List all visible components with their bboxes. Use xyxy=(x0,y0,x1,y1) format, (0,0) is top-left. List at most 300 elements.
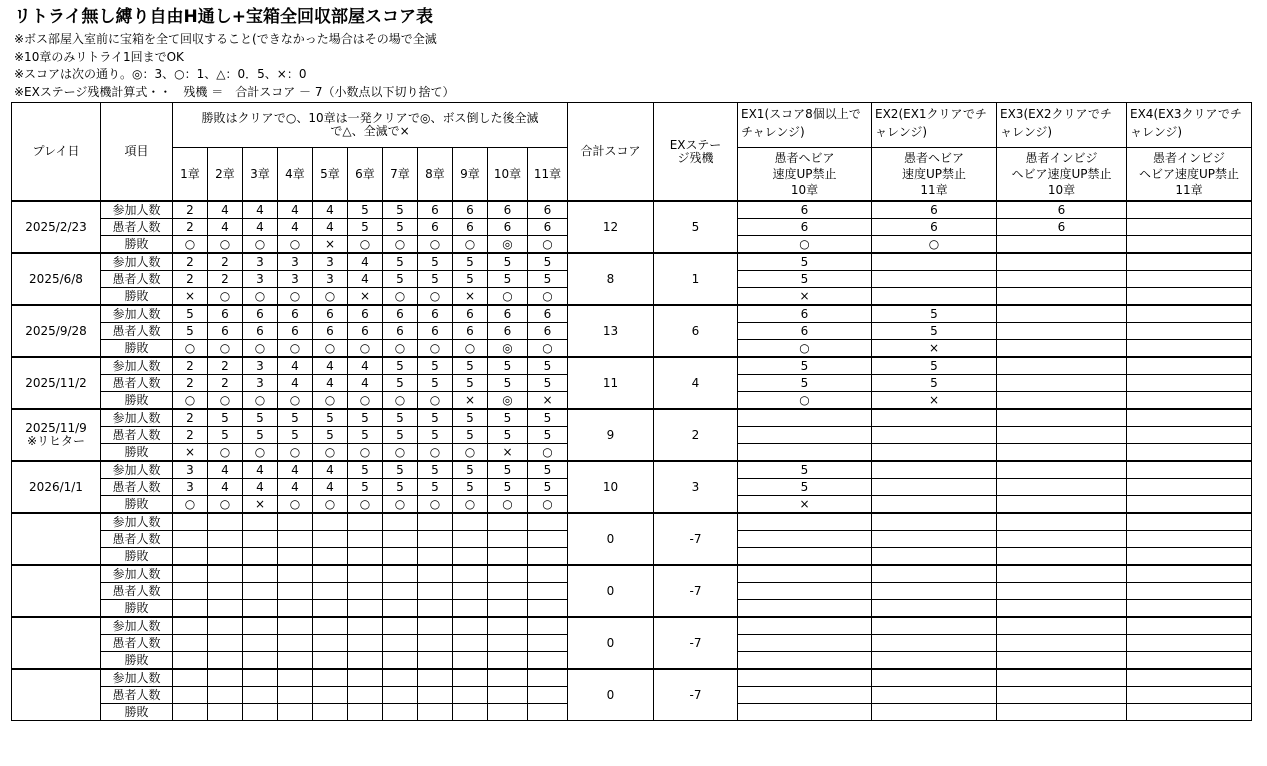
participants-cell[interactable]: 3 xyxy=(243,253,278,271)
ex1-cell[interactable]: ○ xyxy=(738,392,872,410)
fools-cell[interactable] xyxy=(453,635,488,652)
result-cell[interactable]: ○ xyxy=(278,236,313,254)
participants-cell[interactable]: 6 xyxy=(278,305,313,323)
participants-cell[interactable]: 5 xyxy=(348,461,383,479)
ex1-cell[interactable]: × xyxy=(738,288,872,306)
fools-cell[interactable]: 2 xyxy=(173,427,208,444)
ex4-cell[interactable] xyxy=(1127,704,1252,721)
fools-cell[interactable] xyxy=(348,687,383,704)
result-cell[interactable]: ○ xyxy=(418,288,453,306)
ex1-cell[interactable] xyxy=(738,583,872,600)
ex2-cell[interactable] xyxy=(872,461,997,479)
result-cell[interactable] xyxy=(243,600,278,618)
ex1-cell[interactable] xyxy=(738,427,872,444)
ex-lives-cell[interactable]: 4 xyxy=(654,357,738,409)
participants-cell[interactable]: 6 xyxy=(348,305,383,323)
result-cell[interactable]: ○ xyxy=(278,392,313,410)
fools-cell[interactable]: 5 xyxy=(383,375,418,392)
result-cell[interactable]: ○ xyxy=(528,496,568,514)
fools-cell[interactable]: 2 xyxy=(208,375,243,392)
ex3-cell[interactable] xyxy=(997,617,1127,635)
fools-cell[interactable] xyxy=(528,531,568,548)
ex3-cell[interactable] xyxy=(997,236,1127,254)
fools-cell[interactable] xyxy=(208,635,243,652)
ex4-cell[interactable] xyxy=(1127,652,1252,670)
fools-cell[interactable] xyxy=(348,583,383,600)
ex2-cell[interactable] xyxy=(872,479,997,496)
ex3-cell[interactable] xyxy=(997,375,1127,392)
result-cell[interactable]: ○ xyxy=(488,288,528,306)
ex-lives-cell[interactable]: 3 xyxy=(654,461,738,513)
result-cell[interactable]: ○ xyxy=(243,236,278,254)
ex4-cell[interactable] xyxy=(1127,565,1252,583)
participants-cell[interactable]: 2 xyxy=(208,357,243,375)
result-cell[interactable] xyxy=(313,548,348,566)
ex1-cell[interactable]: 6 xyxy=(738,323,872,340)
result-cell[interactable]: × xyxy=(173,444,208,462)
fools-cell[interactable] xyxy=(243,687,278,704)
result-cell[interactable]: ○ xyxy=(528,236,568,254)
ex4-cell[interactable] xyxy=(1127,271,1252,288)
total-score-cell[interactable]: 0 xyxy=(568,565,654,617)
ex2-cell[interactable] xyxy=(872,513,997,531)
fools-cell[interactable] xyxy=(278,635,313,652)
ex4-cell[interactable] xyxy=(1127,513,1252,531)
fools-cell[interactable]: 5 xyxy=(348,219,383,236)
ex1-cell[interactable] xyxy=(738,617,872,635)
result-cell[interactable] xyxy=(278,548,313,566)
play-date-cell[interactable] xyxy=(12,357,101,409)
ex3-cell[interactable] xyxy=(997,635,1127,652)
participants-cell[interactable] xyxy=(278,513,313,531)
result-cell[interactable]: ○ xyxy=(528,288,568,306)
fools-cell[interactable]: 5 xyxy=(528,271,568,288)
result-cell[interactable]: ○ xyxy=(383,340,418,358)
fools-cell[interactable]: 5 xyxy=(453,271,488,288)
ex3-cell[interactable] xyxy=(997,271,1127,288)
participants-cell[interactable]: 6 xyxy=(383,305,418,323)
result-cell[interactable]: × xyxy=(453,288,488,306)
ex1-cell[interactable] xyxy=(738,669,872,687)
play-date-cell[interactable] xyxy=(12,513,101,565)
result-cell[interactable]: × xyxy=(173,288,208,306)
result-cell[interactable]: ○ xyxy=(453,340,488,358)
result-cell[interactable]: ○ xyxy=(243,288,278,306)
ex3-cell[interactable] xyxy=(997,357,1127,375)
result-cell[interactable] xyxy=(173,652,208,670)
result-cell[interactable] xyxy=(383,652,418,670)
participants-cell[interactable]: 4 xyxy=(313,357,348,375)
result-cell[interactable]: ○ xyxy=(313,444,348,462)
result-cell[interactable] xyxy=(173,704,208,721)
result-cell[interactable]: ○ xyxy=(208,288,243,306)
result-cell[interactable] xyxy=(418,548,453,566)
participants-cell[interactable] xyxy=(528,617,568,635)
result-cell[interactable]: ○ xyxy=(383,444,418,462)
ex3-cell[interactable] xyxy=(997,548,1127,566)
participants-cell[interactable] xyxy=(383,617,418,635)
result-cell[interactable]: ○ xyxy=(383,236,418,254)
participants-cell[interactable]: 5 xyxy=(418,409,453,427)
participants-cell[interactable]: 4 xyxy=(208,461,243,479)
ex2-cell[interactable]: 5 xyxy=(872,357,997,375)
result-cell[interactable] xyxy=(278,600,313,618)
ex2-cell[interactable]: 6 xyxy=(872,201,997,219)
fools-cell[interactable]: 4 xyxy=(208,219,243,236)
play-date-cell[interactable] xyxy=(12,305,101,357)
result-cell[interactable]: ○ xyxy=(313,288,348,306)
result-cell[interactable] xyxy=(488,600,528,618)
fools-cell[interactable] xyxy=(528,687,568,704)
result-cell[interactable] xyxy=(313,600,348,618)
participants-cell[interactable]: 5 xyxy=(488,461,528,479)
ex-lives-cell[interactable]: -7 xyxy=(654,565,738,617)
ex2-cell[interactable] xyxy=(872,687,997,704)
fools-cell[interactable]: 5 xyxy=(313,427,348,444)
participants-cell[interactable]: 5 xyxy=(383,253,418,271)
result-cell[interactable] xyxy=(278,704,313,721)
fools-cell[interactable] xyxy=(488,583,528,600)
result-cell[interactable]: ○ xyxy=(173,496,208,514)
fools-cell[interactable] xyxy=(278,583,313,600)
ex2-cell[interactable] xyxy=(872,427,997,444)
ex4-cell[interactable] xyxy=(1127,531,1252,548)
ex3-cell[interactable] xyxy=(997,409,1127,427)
ex2-cell[interactable]: × xyxy=(872,392,997,410)
ex4-cell[interactable] xyxy=(1127,444,1252,462)
fools-cell[interactable] xyxy=(243,583,278,600)
participants-cell[interactable] xyxy=(313,669,348,687)
fools-cell[interactable]: 6 xyxy=(418,323,453,340)
fools-cell[interactable]: 2 xyxy=(208,271,243,288)
result-cell[interactable]: ○ xyxy=(418,392,453,410)
result-cell[interactable] xyxy=(348,652,383,670)
ex3-cell[interactable] xyxy=(997,513,1127,531)
ex3-cell[interactable] xyxy=(997,323,1127,340)
ex4-cell[interactable] xyxy=(1127,253,1252,271)
fools-cell[interactable]: 5 xyxy=(418,479,453,496)
total-score-cell[interactable]: 0 xyxy=(568,669,654,721)
participants-cell[interactable]: 4 xyxy=(208,201,243,219)
fools-cell[interactable]: 5 xyxy=(418,375,453,392)
participants-cell[interactable] xyxy=(313,565,348,583)
result-cell[interactable] xyxy=(278,652,313,670)
ex4-cell[interactable] xyxy=(1127,236,1252,254)
total-score-cell[interactable]: 10 xyxy=(568,461,654,513)
result-cell[interactable]: × xyxy=(313,236,348,254)
participants-cell[interactable]: 2 xyxy=(173,357,208,375)
fools-cell[interactable]: 3 xyxy=(278,271,313,288)
ex1-cell[interactable]: 6 xyxy=(738,201,872,219)
fools-cell[interactable] xyxy=(208,531,243,548)
participants-cell[interactable] xyxy=(488,565,528,583)
total-score-cell[interactable]: 0 xyxy=(568,513,654,565)
result-cell[interactable] xyxy=(208,652,243,670)
participants-cell[interactable]: 5 xyxy=(173,305,208,323)
ex3-cell[interactable] xyxy=(997,600,1127,618)
result-cell[interactable]: ○ xyxy=(243,340,278,358)
ex3-cell[interactable] xyxy=(997,531,1127,548)
result-cell[interactable] xyxy=(208,600,243,618)
fools-cell[interactable]: 6 xyxy=(313,323,348,340)
ex1-cell[interactable] xyxy=(738,687,872,704)
ex1-cell[interactable]: 5 xyxy=(738,375,872,392)
participants-cell[interactable]: 5 xyxy=(208,409,243,427)
result-cell[interactable]: ○ xyxy=(383,496,418,514)
result-cell[interactable] xyxy=(488,704,528,721)
fools-cell[interactable] xyxy=(173,687,208,704)
participants-cell[interactable] xyxy=(173,669,208,687)
fools-cell[interactable]: 3 xyxy=(243,375,278,392)
result-cell[interactable] xyxy=(383,548,418,566)
ex3-cell[interactable] xyxy=(997,253,1127,271)
participants-cell[interactable]: 2 xyxy=(173,253,208,271)
participants-cell[interactable]: 5 xyxy=(278,409,313,427)
ex4-cell[interactable] xyxy=(1127,600,1252,618)
participants-cell[interactable] xyxy=(383,669,418,687)
result-cell[interactable]: ○ xyxy=(313,496,348,514)
result-cell[interactable] xyxy=(313,652,348,670)
fools-cell[interactable]: 6 xyxy=(418,219,453,236)
ex2-cell[interactable]: 6 xyxy=(872,219,997,236)
ex2-cell[interactable]: ○ xyxy=(872,236,997,254)
result-cell[interactable]: ○ xyxy=(313,340,348,358)
ex3-cell[interactable] xyxy=(997,583,1127,600)
fools-cell[interactable]: 5 xyxy=(348,427,383,444)
ex3-cell[interactable] xyxy=(997,427,1127,444)
ex2-cell[interactable]: 5 xyxy=(872,375,997,392)
ex1-cell[interactable]: 5 xyxy=(738,357,872,375)
fools-cell[interactable]: 5 xyxy=(488,479,528,496)
participants-cell[interactable]: 6 xyxy=(208,305,243,323)
fools-cell[interactable] xyxy=(313,531,348,548)
fools-cell[interactable] xyxy=(243,531,278,548)
result-cell[interactable]: ○ xyxy=(383,288,418,306)
fools-cell[interactable]: 4 xyxy=(313,219,348,236)
ex3-cell[interactable] xyxy=(997,305,1127,323)
fools-cell[interactable]: 4 xyxy=(313,479,348,496)
participants-cell[interactable]: 5 xyxy=(348,409,383,427)
ex1-cell[interactable]: 5 xyxy=(738,253,872,271)
result-cell[interactable] xyxy=(348,704,383,721)
fools-cell[interactable] xyxy=(453,583,488,600)
ex-lives-cell[interactable]: -7 xyxy=(654,669,738,721)
result-cell[interactable] xyxy=(383,704,418,721)
ex2-cell[interactable] xyxy=(872,635,997,652)
result-cell[interactable]: ○ xyxy=(453,496,488,514)
ex4-cell[interactable] xyxy=(1127,583,1252,600)
ex2-cell[interactable] xyxy=(872,669,997,687)
total-score-cell[interactable]: 13 xyxy=(568,305,654,357)
participants-cell[interactable] xyxy=(348,617,383,635)
ex1-cell[interactable] xyxy=(738,704,872,721)
participants-cell[interactable] xyxy=(383,513,418,531)
fools-cell[interactable] xyxy=(313,583,348,600)
participants-cell[interactable]: 5 xyxy=(383,357,418,375)
ex1-cell[interactable] xyxy=(738,652,872,670)
ex3-cell[interactable] xyxy=(997,652,1127,670)
ex2-cell[interactable] xyxy=(872,253,997,271)
ex2-cell[interactable] xyxy=(872,548,997,566)
result-cell[interactable] xyxy=(173,548,208,566)
ex2-cell[interactable] xyxy=(872,652,997,670)
ex3-cell[interactable] xyxy=(997,479,1127,496)
result-cell[interactable]: ○ xyxy=(278,340,313,358)
result-cell[interactable] xyxy=(243,652,278,670)
participants-cell[interactable] xyxy=(453,669,488,687)
ex1-cell[interactable] xyxy=(738,444,872,462)
participants-cell[interactable] xyxy=(348,565,383,583)
play-date-cell[interactable] xyxy=(12,617,101,669)
ex3-cell[interactable]: 6 xyxy=(997,219,1127,236)
result-cell[interactable] xyxy=(418,704,453,721)
fools-cell[interactable]: 5 xyxy=(528,375,568,392)
participants-cell[interactable] xyxy=(418,513,453,531)
participants-cell[interactable]: 5 xyxy=(453,253,488,271)
total-score-cell[interactable]: 12 xyxy=(568,201,654,253)
ex2-cell[interactable] xyxy=(872,565,997,583)
participants-cell[interactable] xyxy=(208,617,243,635)
fools-cell[interactable] xyxy=(383,531,418,548)
fools-cell[interactable]: 5 xyxy=(243,427,278,444)
result-cell[interactable] xyxy=(243,548,278,566)
participants-cell[interactable]: 5 xyxy=(453,357,488,375)
ex3-cell[interactable] xyxy=(997,461,1127,479)
ex4-cell[interactable] xyxy=(1127,669,1252,687)
ex3-cell[interactable] xyxy=(997,704,1127,721)
participants-cell[interactable]: 3 xyxy=(278,253,313,271)
fools-cell[interactable] xyxy=(528,583,568,600)
participants-cell[interactable] xyxy=(313,617,348,635)
ex2-cell[interactable]: × xyxy=(872,340,997,358)
fools-cell[interactable]: 5 xyxy=(418,427,453,444)
result-cell[interactable] xyxy=(348,600,383,618)
participants-cell[interactable] xyxy=(208,669,243,687)
fools-cell[interactable]: 5 xyxy=(488,375,528,392)
fools-cell[interactable]: 6 xyxy=(528,323,568,340)
fools-cell[interactable]: 5 xyxy=(528,479,568,496)
ex4-cell[interactable] xyxy=(1127,617,1252,635)
fools-cell[interactable]: 6 xyxy=(348,323,383,340)
fools-cell[interactable]: 5 xyxy=(208,427,243,444)
fools-cell[interactable] xyxy=(418,583,453,600)
ex1-cell[interactable]: 6 xyxy=(738,305,872,323)
ex1-cell[interactable]: × xyxy=(738,496,872,514)
ex2-cell[interactable]: 5 xyxy=(872,305,997,323)
participants-cell[interactable] xyxy=(208,513,243,531)
participants-cell[interactable] xyxy=(488,617,528,635)
fools-cell[interactable] xyxy=(383,687,418,704)
participants-cell[interactable]: 5 xyxy=(348,201,383,219)
participants-cell[interactable] xyxy=(383,565,418,583)
participants-cell[interactable]: 4 xyxy=(243,461,278,479)
participants-cell[interactable]: 6 xyxy=(418,305,453,323)
result-cell[interactable] xyxy=(528,600,568,618)
fools-cell[interactable]: 6 xyxy=(243,323,278,340)
fools-cell[interactable]: 4 xyxy=(348,375,383,392)
ex-lives-cell[interactable]: -7 xyxy=(654,513,738,565)
participants-cell[interactable]: 3 xyxy=(313,253,348,271)
participants-cell[interactable]: 5 xyxy=(528,409,568,427)
ex1-cell[interactable] xyxy=(738,531,872,548)
fools-cell[interactable] xyxy=(173,531,208,548)
ex2-cell[interactable] xyxy=(872,288,997,306)
ex2-cell[interactable] xyxy=(872,409,997,427)
result-cell[interactable]: ○ xyxy=(173,340,208,358)
fools-cell[interactable]: 3 xyxy=(313,271,348,288)
ex3-cell[interactable] xyxy=(997,496,1127,514)
result-cell[interactable] xyxy=(453,548,488,566)
ex3-cell[interactable] xyxy=(997,444,1127,462)
result-cell[interactable]: × xyxy=(243,496,278,514)
result-cell[interactable]: ○ xyxy=(243,392,278,410)
result-cell[interactable] xyxy=(313,704,348,721)
fools-cell[interactable] xyxy=(453,687,488,704)
fools-cell[interactable]: 4 xyxy=(243,219,278,236)
ex1-cell[interactable]: ○ xyxy=(738,236,872,254)
result-cell[interactable]: ○ xyxy=(278,288,313,306)
fools-cell[interactable]: 5 xyxy=(348,479,383,496)
participants-cell[interactable]: 4 xyxy=(348,357,383,375)
participants-cell[interactable] xyxy=(528,513,568,531)
result-cell[interactable]: ○ xyxy=(243,444,278,462)
participants-cell[interactable] xyxy=(173,617,208,635)
ex2-cell[interactable] xyxy=(872,496,997,514)
ex4-cell[interactable] xyxy=(1127,427,1252,444)
ex1-cell[interactable]: 5 xyxy=(738,271,872,288)
fools-cell[interactable]: 5 xyxy=(383,479,418,496)
participants-cell[interactable]: 3 xyxy=(173,461,208,479)
result-cell[interactable]: ○ xyxy=(208,392,243,410)
ex4-cell[interactable] xyxy=(1127,219,1252,236)
participants-cell[interactable]: 4 xyxy=(348,253,383,271)
participants-cell[interactable] xyxy=(348,669,383,687)
fools-cell[interactable]: 5 xyxy=(383,271,418,288)
result-cell[interactable]: ○ xyxy=(348,340,383,358)
participants-cell[interactable]: 5 xyxy=(453,461,488,479)
fools-cell[interactable] xyxy=(313,635,348,652)
ex2-cell[interactable]: 5 xyxy=(872,323,997,340)
result-cell[interactable]: ◎ xyxy=(488,340,528,358)
fools-cell[interactable] xyxy=(348,531,383,548)
fools-cell[interactable]: 2 xyxy=(173,271,208,288)
fools-cell[interactable]: 5 xyxy=(488,427,528,444)
participants-cell[interactable]: 3 xyxy=(243,357,278,375)
participants-cell[interactable] xyxy=(278,565,313,583)
fools-cell[interactable] xyxy=(313,687,348,704)
result-cell[interactable]: ○ xyxy=(348,236,383,254)
participants-cell[interactable]: 5 xyxy=(488,253,528,271)
result-cell[interactable]: ○ xyxy=(418,444,453,462)
result-cell[interactable]: × xyxy=(453,392,488,410)
fools-cell[interactable]: 5 xyxy=(383,427,418,444)
participants-cell[interactable] xyxy=(488,669,528,687)
fools-cell[interactable]: 6 xyxy=(383,323,418,340)
result-cell[interactable] xyxy=(243,704,278,721)
result-cell[interactable]: ○ xyxy=(208,496,243,514)
result-cell[interactable]: ○ xyxy=(278,444,313,462)
fools-cell[interactable]: 2 xyxy=(173,375,208,392)
fools-cell[interactable]: 4 xyxy=(208,479,243,496)
result-cell[interactable]: ○ xyxy=(173,236,208,254)
result-cell[interactable]: ○ xyxy=(418,236,453,254)
play-date-cell[interactable] xyxy=(12,669,101,721)
ex4-cell[interactable] xyxy=(1127,409,1252,427)
fools-cell[interactable]: 6 xyxy=(208,323,243,340)
participants-cell[interactable] xyxy=(453,565,488,583)
participants-cell[interactable]: 6 xyxy=(453,201,488,219)
participants-cell[interactable]: 6 xyxy=(243,305,278,323)
